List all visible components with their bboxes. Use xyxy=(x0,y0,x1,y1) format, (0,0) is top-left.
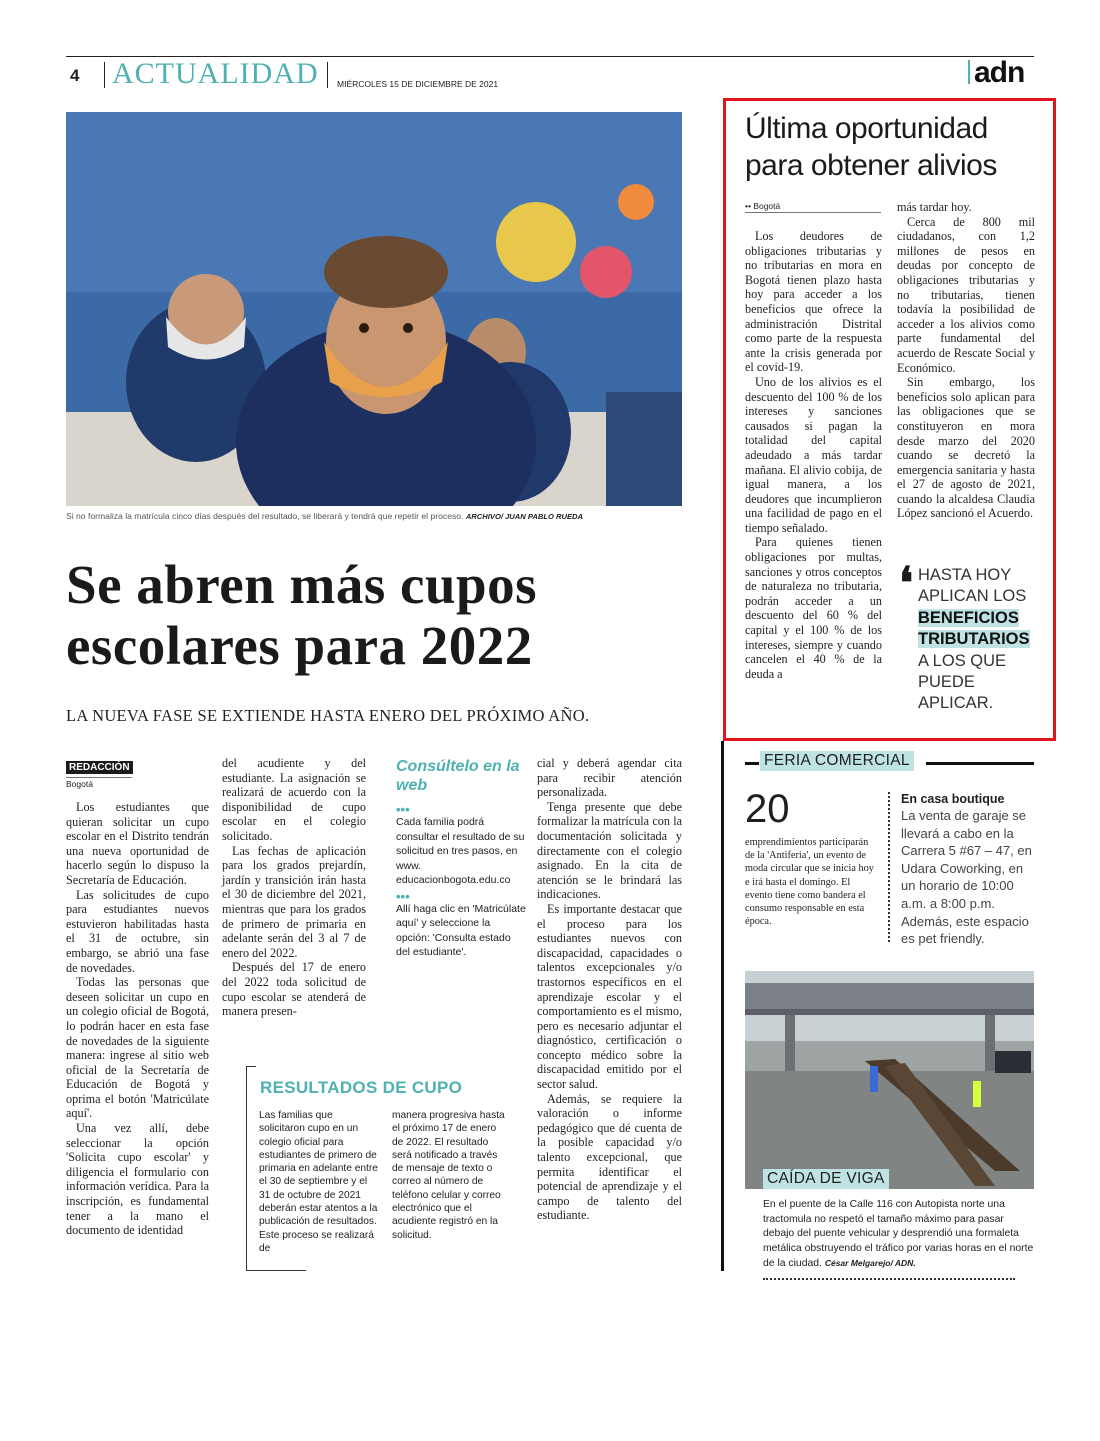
dotted-divider xyxy=(763,1278,1015,1280)
quote-highlight: TRIBUTARIOS xyxy=(918,630,1030,649)
dotted-divider xyxy=(888,792,890,942)
rule xyxy=(926,762,1034,765)
main-subhead: LA NUEVA FASE SE EXTIENDE HASTA ENERO DEL PRÓXIMO AÑO. xyxy=(66,706,590,725)
web-box-title: Consúltelo en la web xyxy=(396,758,520,794)
header-divider xyxy=(327,62,328,88)
rule xyxy=(745,762,759,765)
side-article-title: Última oportunidad para obtener alivios xyxy=(745,112,997,182)
paragraph: Cerca de 800 mil ciudadanos, con 1,2 millones de pesos en deudas por concepto de obligaciones tributarias y no tributarias, tienen todavía la posibilidad de acceder a los alivios como parte fundamental del acuerdo de Rescate Social y Económico. xyxy=(897,214,1035,375)
side-column-2 xyxy=(897,200,1035,521)
results-column-2: manera progresiva hasta el próximo 17 de enero de 2022. El resultado será notificado a través de mensaje de texto o correo al número de teléfono celular y correo electrónico que el acudiente registró en la solicitud. xyxy=(392,1110,505,1241)
side-column-1 xyxy=(745,229,882,681)
quote-icon: ❛ xyxy=(899,559,914,608)
header-divider xyxy=(104,62,105,88)
quote-text: HASTA HOY APLICAN LOS xyxy=(918,566,1027,606)
feria-right-text: La venta de garaje se llevará a cabo en la Carrera 5 #67 – 47, en Udara Coworking, en un horario de 10:00 a.m. a 8:00 p.m. Además, este espacio es pet friendly. xyxy=(901,808,1032,947)
paragraph: Uno de los alivios es el descuento del 100 % de los intereses y sanciones causados si pagan la totalidad del capital adeudado a más tardar mañana. El alivio cobija, de igual manera, a los deudores que incumplieron una facilidad de pago en el tiempo señalado. xyxy=(745,374,882,535)
article-column-2 xyxy=(222,756,366,1019)
paragraph: Para quienes tienen obligaciones por multas, sanciones y otros conceptos de naturaleza no tributaria, podrán acceder a un descuento del 60 % del capital y el 100 % de los intereses, siempre y cuando cancelen el 40 % de la deuda a xyxy=(745,535,882,681)
feria-body: emprendimientos participarán de la 'Antiferia', un evento de moda circular que se inicia hoy e irá hasta el domingo. El evento tiene como bandera el consumo responsable en esta época. xyxy=(745,837,874,928)
results-box-border xyxy=(246,1066,256,1067)
paragraph: Tenga presente que debe formalizar la matrícula con la documentación solicitada y directamente con el colegio asignado. En la cita de atención se le brindará las indicaciones. xyxy=(537,799,682,902)
issue-date: MIÉRCOLES 15 DE DICIEMBRE DE 2021 xyxy=(337,79,499,89)
paragraph: más tardar hoy. xyxy=(897,200,972,214)
caption-credit: ARCHIVO/ JUAN PABLO RUEDA xyxy=(465,512,583,521)
paragraph: Todas las personas que deseen solicitar un cupo en un colegio oficial de Bogotá, lo podrán hacer en esta fase de novedades de la siguiente manera: ingrese al sitio web oficial de la Secretaría de Educación de Bogotá y oprima el botón 'Matricúlate aquí'. xyxy=(66,975,209,1121)
fallen-beam-photo xyxy=(745,971,1034,1189)
paragraph: Los deudores de obligaciones tributarias y no tributarias en mora en Bogotá tienen plazo hasta hoy para acceder a los beneficios que ofrece la administración Distrital como parte de la respuesta ante la crisis generada por el covid-19. xyxy=(745,229,882,375)
byline-city: Bogotá xyxy=(66,777,132,789)
quote-highlight: BENEFICIOS xyxy=(918,608,1019,627)
article-column-1 xyxy=(66,800,209,1238)
side-article-city: •• Bogotá xyxy=(745,201,881,213)
byline-tag: REDACCIÓN xyxy=(66,761,133,774)
results-column-1: Las familias que solicitaron cupo en un colegio oficial para estudiantes de primero de primaria en adelante entre el 30 de septiembre y el 31 de octubre de 2021 deberán estar atentos a la publicación de resultados. Este proceso se realizará de xyxy=(259,1110,378,1254)
paragraph: del acudiente y del estudiante. La asignación se realizará de acuerdo con la disponibilidad de cupo escolar en el colegio solicitado. xyxy=(222,756,366,843)
results-title: RESULTADOS DE CUPO xyxy=(260,1078,463,1097)
page-number: 4 xyxy=(70,66,80,85)
article-column-4 xyxy=(537,756,682,1223)
viga-text: En el puente de la Calle 116 con Autopista norte una tractomula no respetó el tamaño máximo para pasar debajo del puente vehicular y desprendió una formaleta metálica obstruyendo el tráfico por varias horas en el norte de la ciudad. xyxy=(763,1199,1034,1269)
adn-logo: adn xyxy=(974,56,1025,89)
students-photo xyxy=(66,112,682,506)
paragraph: Después del 17 de enero del 2022 toda solicitud de cupo escolar se atenderá de manera presen- xyxy=(222,960,366,1019)
paragraph: Sin embargo, los beneficios solo aplican para las obligaciones que se constituyeron en mora desde marzo del 2020 cuando se decretó la emergencia sanitaria y hasta el 27 de agosto de 2021, cuando la alcaldesa Claudia López sancionó el Acuerdo. xyxy=(897,375,1035,521)
byline xyxy=(66,757,133,789)
dots-icon: ••• xyxy=(396,888,410,904)
logo-accent xyxy=(968,60,970,84)
caption-text: Si no formaliza la matrícula cinco días después del resultado, se liberará y tendrá que repetir el proceso. xyxy=(66,511,464,521)
feria-tag: FERIA COMERCIAL xyxy=(760,751,914,771)
quote-text: A LOS QUE PUEDE APLICAR. xyxy=(918,651,1007,713)
paragraph: Las fechas de aplicación para los grados prejardín, jardín y transición irán hasta el 30 de diciembre del 2021, mientras que para los grados de primero de primaria en adelante serán del 3 al 7 de enero del 2022. xyxy=(222,843,366,960)
results-box-border xyxy=(246,1270,306,1271)
main-headline: Se abren más cupos escolares para 2022 xyxy=(66,554,537,676)
paragraph: cial y deberá agendar cita para recibir atención personalizada. xyxy=(537,756,682,800)
dots-icon: ••• xyxy=(396,802,410,817)
feria-number: 20 xyxy=(745,787,790,831)
viga-credit: César Melgarejo/ ADN. xyxy=(824,1258,916,1268)
web-item: Cada familia podrá consultar el resultado de su solicitud en tres pasos, en www. educacionbogota.edu.co xyxy=(396,816,525,886)
photo-caption xyxy=(66,511,686,521)
paragraph: Es importante destacar que el proceso para los estudiantes nuevos con discapacidad, capacidades o talentos excepcionales y/o trastornos específicos en el aprendizaje escolar y el comportamiento es el mismo, pero es necesario adjuntar el diagnóstico, certificación o concepto médico sobre la discapacidad emitido por el sector salud. xyxy=(537,901,682,1092)
pull-quote xyxy=(918,565,1038,715)
paragraph: Una vez allí, debe seleccionar la opción 'Solicita cupo escolar' y diligencia el formulario con información verídica. Para la inscripción, es fundamental tener a la mano el documento de identidad xyxy=(66,1121,209,1238)
viga-caption xyxy=(763,1198,1035,1272)
viga-tag: CAÍDA DE VIGA xyxy=(763,1169,889,1189)
paragraph: Además, se requiere la valoración o informe pedagógico que dé cuenta de la posible capacidad y/o talento excepcional, que permita identificar el potencial de aprendizaje y el campo de talento del estudiante. xyxy=(537,1091,682,1223)
section-title: ACTUALIDAD xyxy=(112,57,319,90)
web-item: Allí haga clic en 'Matricúlate aquí' y seleccione la opción: 'Consulta estado del estudiante'. xyxy=(396,902,526,958)
web-box-body xyxy=(396,802,526,960)
feria-subhead: En casa boutique xyxy=(901,792,1005,806)
paragraph: Los estudiantes que quieran solicitar un cupo escolar en el Distrito tendrán una nueva oportunidad de hacerlo según lo dispuso la Secretaría de Educación. xyxy=(66,800,209,887)
paragraph: Las solicitudes de cupo para estudiantes nuevos estuvieron habilitadas hasta el 31 de octubre, sin embargo, se abrió una fase de novedades. xyxy=(66,887,209,975)
column-rule xyxy=(721,741,724,1271)
results-box-border xyxy=(246,1066,247,1271)
